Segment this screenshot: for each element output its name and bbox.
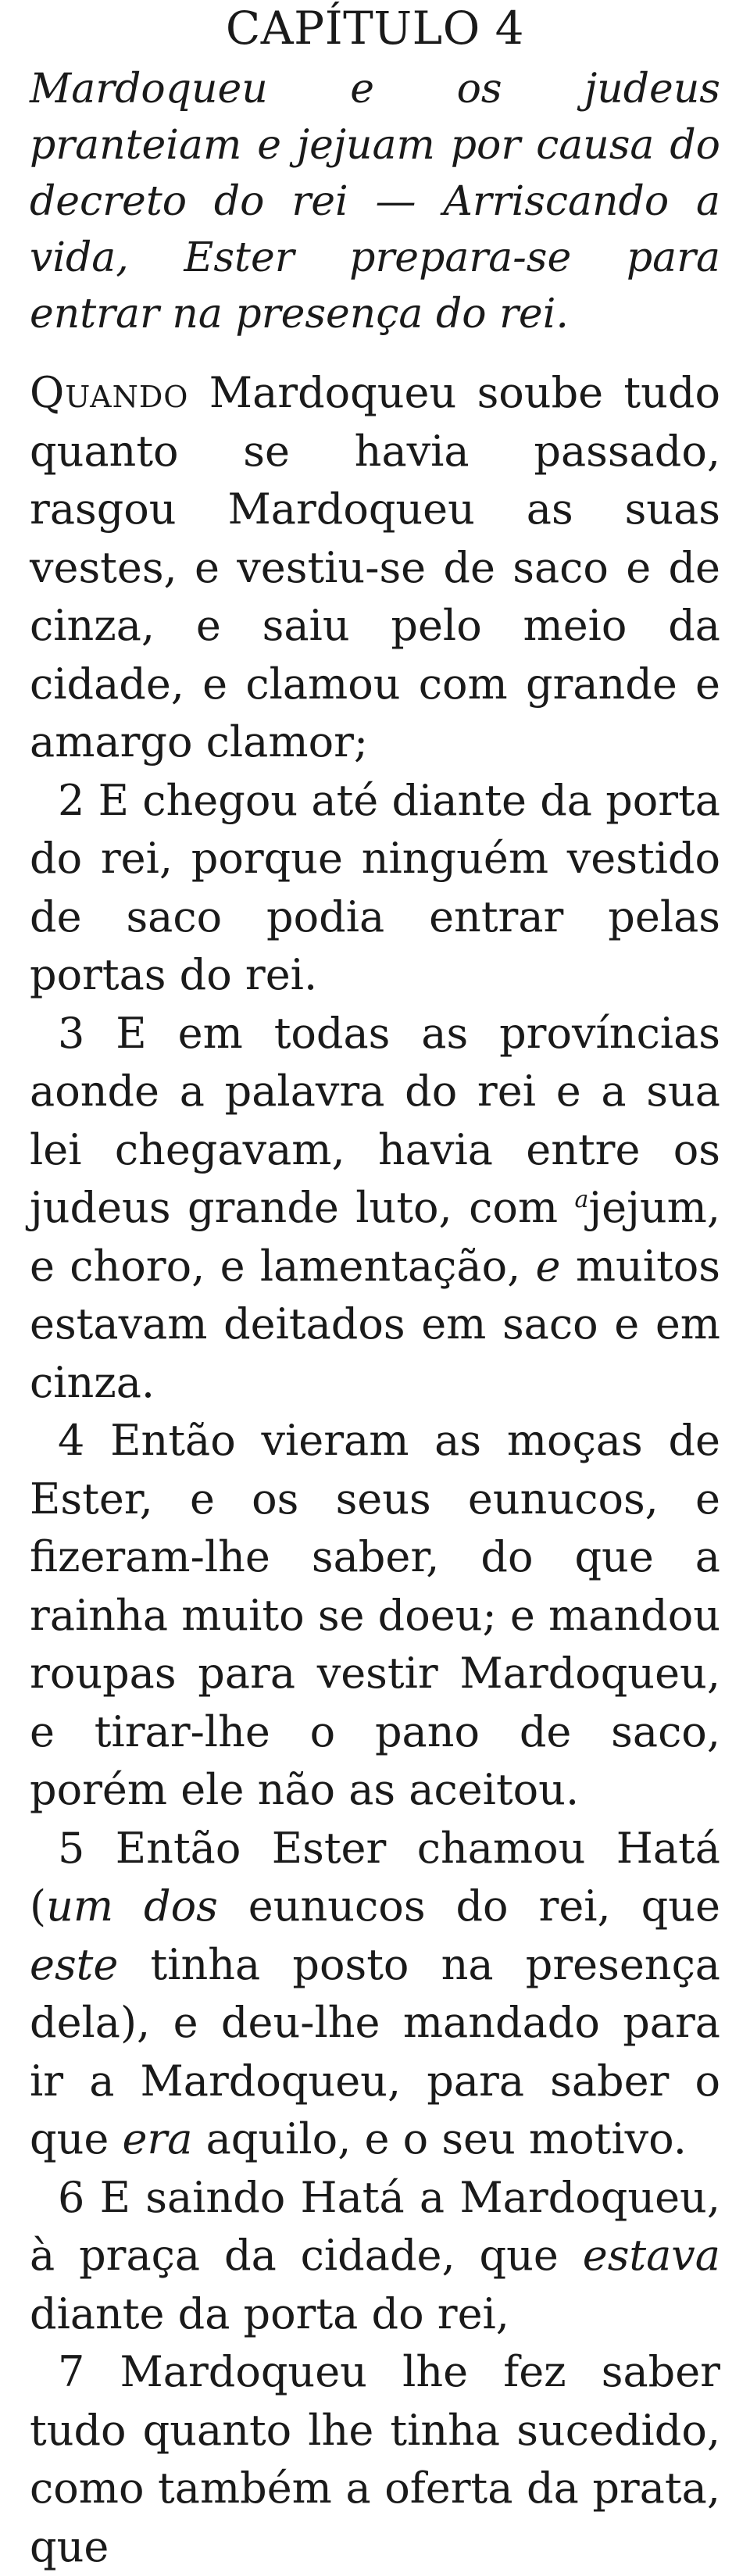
- verse-3-text-c: muitos estavam deitados em saco e em cinza.: [30, 1241, 720, 1407]
- verse-5-italic-2: este: [30, 1939, 119, 1989]
- verse-6-text-a: 6 E saindo Hatá a Mardoqueu, à praça da cidade, que: [30, 2172, 720, 2280]
- verse-1-lead: Quando: [30, 368, 189, 417]
- verse-4: [30, 1412, 720, 1820]
- verse-7-text: 7 Mardoqueu lhe fez saber tudo quanto lhe tinha sucedido, como também a oferta da prata, que: [30, 2347, 720, 2571]
- verse-5: [30, 1820, 720, 2169]
- footnote-marker-a[interactable]: a: [574, 1186, 589, 1213]
- verse-5-italic-1: um dos: [46, 1881, 218, 1931]
- verse-5-text-b: eunucos do rei, que: [217, 1881, 720, 1931]
- chapter-summary: Mardoqueu e os judeus pranteiam e jejuam por causa do decreto do rei — Arriscando a vida, Ester prepara-se para entrar na presença do rei.: [30, 66, 720, 338]
- chapter-title: CAPÍTULO 4: [225, 2, 525, 55]
- verse-5-text-d: aquilo, e o seu motivo.: [192, 2114, 687, 2163]
- verse-6-text-b: diante da porta do rei,: [30, 2288, 509, 2338]
- verse-2: [30, 772, 720, 1005]
- verse-6-italic-1: estava: [582, 2231, 720, 2280]
- verse-5-text-c: tinha posto na presença dela), e deu-lhe mandado para ir a Mardoqueu, para saber o que: [30, 1939, 720, 2163]
- verse-7: [30, 2343, 720, 2576]
- verse-4-text: 4 Então vieram as moças de Ester, e os seus eunucos, e fizeram-lhe saber, do que a rainha muito se doeu; e mandou roupas para vestir Mardoqueu, e tirar-lhe o pano de saco, porém ele não as aceitou.: [30, 1416, 720, 1814]
- verse-1-text: Mardoqueu soube tudo quanto se havia passado, rasgou Mardoqueu as suas vestes, e vestiu-se de saco e de cinza, e saiu pelo meio da cidade, e clamou com grande e amargo clamor;: [30, 368, 720, 766]
- verse-3-text-b: jejum, e choro, e lamentação,: [30, 1183, 720, 1291]
- verse-5-text-a: 5 Então Ester chamou Hatá (: [30, 1823, 720, 1931]
- verse-6: [30, 2169, 720, 2344]
- verse-3-text-a: 3 E em todas as províncias aonde a palavra do rei e a sua lei chegavam, havia entre os judeus grande luto, com: [30, 1008, 720, 1232]
- verse-3: [30, 1005, 720, 1413]
- verse-5-italic-3: era: [122, 2114, 193, 2163]
- verse-3-italic-1: e: [535, 1241, 561, 1291]
- verse-2-text: 2 E chegou até diante da porta do rei, porque ninguém vestido de saco podia entrar pelas portas do rei.: [30, 775, 720, 999]
- verse-1: [30, 364, 720, 772]
